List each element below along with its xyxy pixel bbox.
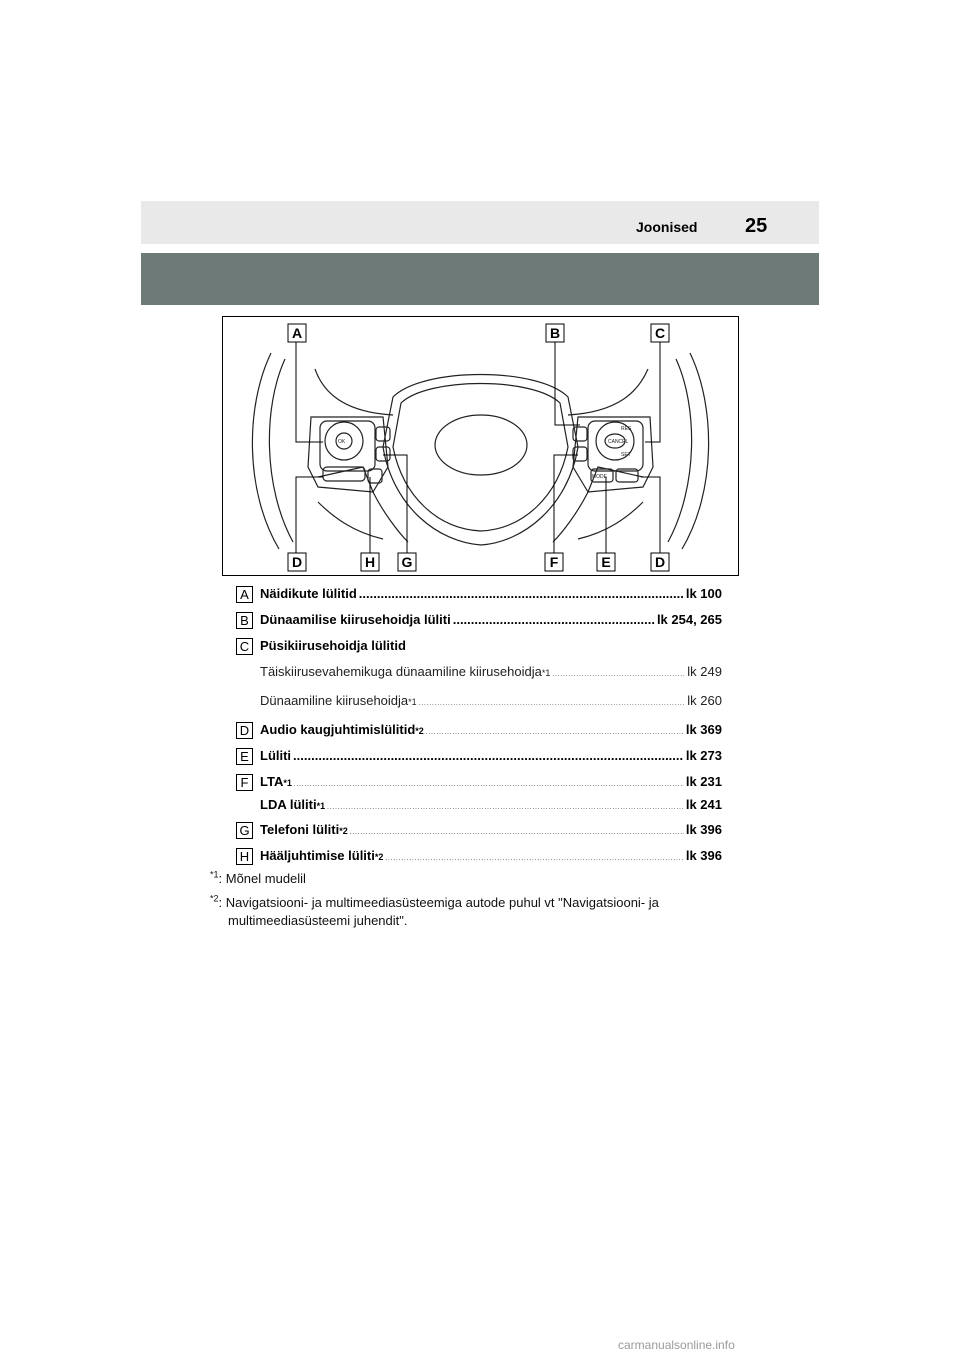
list-item [236, 748, 722, 768]
footnote-2 [210, 894, 748, 930]
list-item: D Audio kaugjuhtimislülitid *2 ..... lk 369 [236, 722, 722, 742]
item-label: LTA [260, 774, 284, 789]
item-label: Telefoni lüliti [260, 822, 340, 837]
callout-h: H [364, 554, 376, 570]
item-badge: E [236, 748, 253, 765]
item-label: LDA lüliti [260, 797, 317, 812]
item-badge: F [236, 774, 253, 791]
watermark: carmanualsonline.info [618, 1338, 735, 1352]
list-item: F LTA *1 ..... lk 231 [236, 774, 722, 794]
footnote-text: : Mõnel mudelil [218, 871, 306, 886]
item-label: Dünaamiline kiirusehoidja [260, 693, 409, 708]
callout-c: C [654, 325, 666, 341]
item-page-ref[interactable]: lk 260 [687, 693, 722, 708]
item-label: Audio kaugjuhtimislülitid [260, 722, 416, 737]
item-badge: D [236, 722, 253, 739]
item-page-ref[interactable]: lk 273 [685, 748, 722, 763]
list-item [236, 586, 722, 606]
res-button-label: RES [621, 426, 632, 432]
item-badge: H [236, 848, 253, 865]
list-item: H Hääljuhtimise lüliti *2 ..... lk 396 [236, 848, 722, 868]
item-page-ref[interactable]: lk 231 [685, 774, 722, 789]
list-item [236, 612, 722, 632]
item-page-ref[interactable]: lk 396 [685, 822, 722, 837]
list-item: G Telefoni lüliti *2 ..... lk 396 [236, 822, 722, 842]
item-badge: B [236, 612, 253, 629]
callout-d-left: D [291, 554, 303, 570]
footnote-1 [210, 870, 730, 888]
callout-f: F [549, 554, 559, 570]
page-number: 25 [745, 215, 768, 237]
callout-e: E [601, 554, 611, 570]
item-label: Püsikiirusehoidja lülitid [260, 638, 406, 653]
item-label: Täiskiirusevahemikuga dünaamiline kiirusehoidja [260, 664, 542, 679]
cancel-button-label: CANCEL [608, 439, 629, 445]
item-page-ref[interactable]: lk 254, 265 [656, 612, 722, 627]
section-title: Joonised [636, 219, 698, 235]
mode-button-label: MODE [592, 474, 607, 480]
steering-wheel-illustration [223, 317, 738, 575]
item-page-ref[interactable]: lk 369 [685, 722, 722, 737]
item-page-ref[interactable]: lk 241 [685, 797, 722, 812]
callout-a: A [291, 325, 303, 341]
item-label: Lüliti [260, 748, 292, 763]
item-page-ref[interactable]: lk 249 [687, 664, 722, 679]
steering-wheel-figure [222, 316, 739, 576]
ok-button-label: OK [338, 439, 346, 445]
list-item: Dünaamiline kiirusehoidja *1 ..... lk 260 [236, 693, 722, 713]
list-item: Täiskiirusevahemikuga dünaamiline kiirusehoidja *1 ..... lk 249 [236, 664, 722, 684]
callout-d-right: D [654, 554, 666, 570]
header-bar [141, 201, 819, 244]
item-label: Näidikute lülitid [260, 586, 357, 601]
item-page-ref[interactable]: lk 396 [685, 848, 722, 863]
item-badge: G [236, 822, 253, 839]
footnote-text: : Navigatsiooni- ja multimeediasüsteemiga autode puhul vt "Navigatsiooni- ja multimeediasüsteemi juhendit". [218, 895, 659, 928]
item-label: Dünaamilise kiirusehoidja lüliti [260, 612, 451, 627]
item-badge: C [236, 638, 253, 655]
list-item: LDA lüliti *1 ..... lk 241 [236, 797, 722, 817]
list-item [236, 638, 722, 658]
footnote-mark: *2 [210, 893, 219, 904]
footnote-mark: *1 [210, 869, 219, 880]
callout-g: G [401, 554, 413, 570]
chapter-band [141, 253, 819, 305]
item-label: Hääljuhtimise lüliti [260, 848, 375, 863]
item-page-ref[interactable]: lk 100 [685, 586, 722, 601]
item-badge: A [236, 586, 253, 603]
set-button-label: SET [621, 452, 631, 458]
callout-b: B [549, 325, 561, 341]
